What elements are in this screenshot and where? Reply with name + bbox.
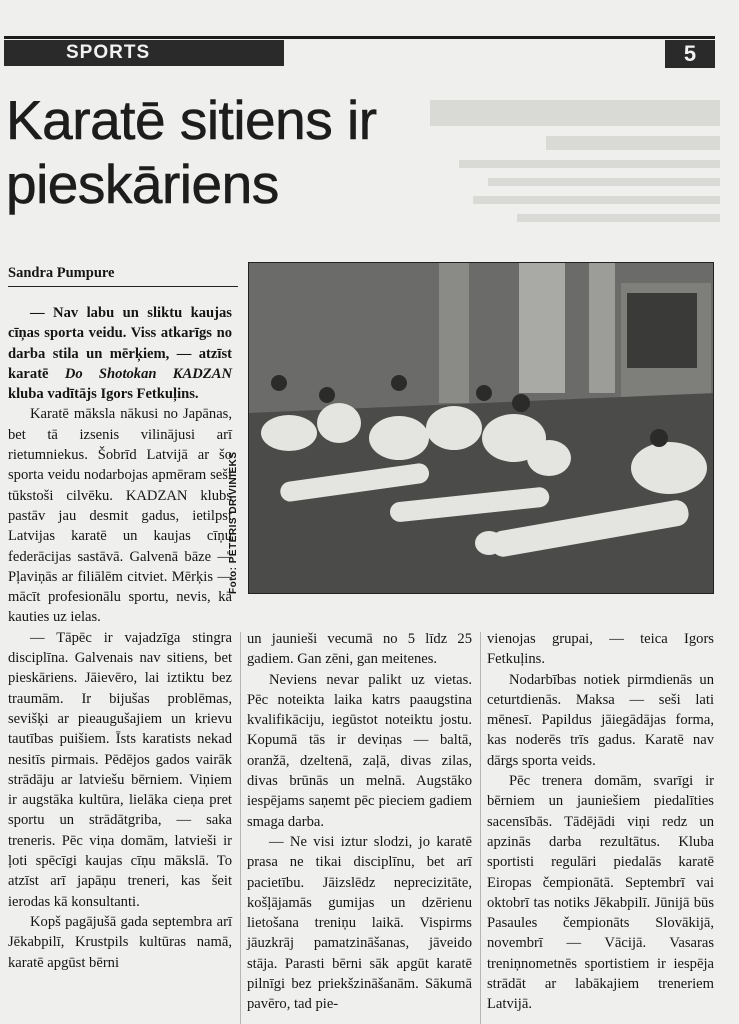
section-header — [4, 36, 715, 70]
bleed-through-texture — [430, 100, 720, 280]
body-paragraph: Kopš pagājušā gada septembra arī Jēkabpilī, Krustpils kultūras namā, karatē apgūst bērni — [8, 913, 232, 971]
section-label: SPORTS — [4, 40, 284, 66]
author-byline: Sandra Pumpure — [8, 264, 238, 287]
page-number: 5 — [665, 40, 715, 68]
karate-class-photo — [249, 263, 714, 594]
header-rule — [4, 36, 715, 39]
article-column-2 — [247, 629, 472, 1015]
body-paragraph: un jaunieši vecumā no 5 līdz 25 gadiem. Gan zēni, gan meitenes. — [247, 631, 472, 668]
body-paragraph: — Ne visi iztur slodzi, jo karatē prasa ne tikai disciplīnu, bet arī pacietību. Jāizslēdz neprecizitāte, košļājamās gumijas un dzērienu lietošana treniņu laikā. Vispirms jāuzkrāj pamatzināšanas, jāveido stāja. Parasti bērni sāk apgūt karatē pilnīgi bez priekšzināšanām. Sākumā pavēro, tad pie- — [247, 833, 472, 1013]
body-paragraph: — Tāpēc ir vajadzīga stingra disciplīna. Galvenais nav sitiens, bet pieskāriens. Jāievēro, lai iztiktu bez traumām. Ir bijušas problēmas, sevišķi ar pieaugušajiem un krievu tautības puišiem. Īsts karatists nekad nesitīs pirmais. Pēdējos gados vairāk strādāju ar latviešu bērniem. Viņiem ir augstāka kultūra, lielāka cieņa pret sportu un strādātgriba, — saka treneris. Pēc viņa domām, latvieši ir ļoti spēcīgi kaujas cīņu mākslā. To atzīst arī japāņu treneri, kas šeit ierodas kā konsultanti. — [8, 629, 232, 910]
column-divider — [240, 632, 241, 1024]
column-divider — [480, 632, 481, 1024]
body-paragraph: Karatē māksla nākusi no Japānas, bet tā izsenis vilinājusi arī rietumniekus. Šobrīd Latvijā ar šo sporta veidu nodarbojas apmēram seši tūkstoši cilvēku. KADZAN klubs pastāv jau desmit gadus, ietilpst Latvijas karatē un kaujas cīņu federācijas sastāvā. Galvenā bāze — Pļaviņās ar filiālēm citviet. Mērķis — mācīt profesionālu sportu, nevis, kā kauties uz ielas. — [8, 406, 232, 626]
body-paragraph: vienojas grupai, — teica Igors Fetkuļins. — [487, 631, 714, 668]
body-paragraph: Neviens nevar palikt uz vietas. Pēc noteikta laika katrs paaugstina kvalifikāciju, iegūstot noteiktu jostu. Kopumā tās ir deviņas — baltā, oranžā, dzeltenā, zaļā, divas zilas, divas brūnās un melnā. Augstāko iespējams saņemt pēc pieciem gadiem smaga darba. — [247, 671, 472, 830]
article-photo — [248, 262, 714, 594]
article-column-1 — [8, 303, 232, 973]
lead-paragraph: — Nav labu un sliktu kaujas cīņas sporta veidu. Viss atkarīgs no darba stila un mērķiem, — atzīst karatē Do Shotokan KADZAN kluba vadītājs Igors Fetkuļins. — [8, 305, 232, 403]
body-paragraph: Nodarbības notiek pirmdienās un ceturtdienās. Maksa — seši lati mēnesī. Papildus jāiegādājas forma, kas noderēs trīs gadus. Karatē nav dārgs sporta veids. — [487, 671, 714, 769]
club-name: Do Shotokan KADZAN — [64, 365, 232, 382]
article-column-3 — [487, 629, 714, 1015]
photo-credit: Foto: PĒTERIS DRIVINIEKS — [228, 451, 239, 594]
article-headline: Karatē sitiens ir pieskāriens — [6, 89, 377, 215]
body-paragraph: Pēc trenera domām, svarīgi ir bērniem un jauniešiem piedalīties sacensībās. Tādējādi viņi redz un apzinās darba rezultātus. Kluba sportisti regulāri piedalās karatē Eiropas čempionātā. Septembrī vai oktobrī tas notiks Jēkabpilī. Jūnijā būs Pasaules čempionāts Slovākijā, novembrī — Vācijā. Vasaras treniņnometnēs sportistiem ir iespēja strādāt ar labākajiem treneriem Latvijā. — [487, 773, 714, 1013]
